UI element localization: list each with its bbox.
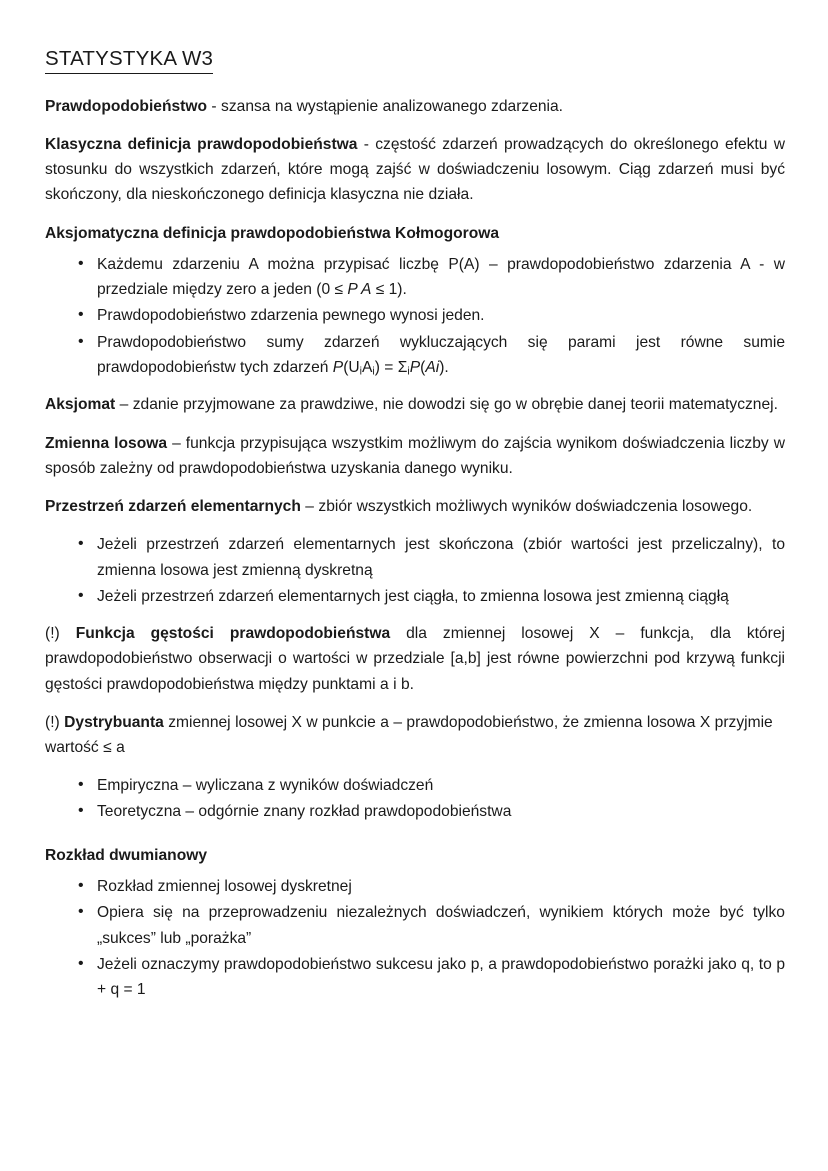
heading-rozklad-dwumianowy: Rozkład dwumianowy bbox=[45, 846, 208, 864]
definition-zmienna-losowa bbox=[45, 431, 785, 482]
heading-aksjomatyczna-definicja: Aksjomatyczna definicja prawdopodobieństwa Kołmogorowa bbox=[45, 224, 500, 242]
axiom-3-formula bbox=[333, 359, 449, 376]
page-title: STATYSTYKA W3 bbox=[45, 46, 213, 74]
definition-dystrybuanta-text: zmiennej losowej X w punkcie a – prawdopodobieństwo, że zmienna losowa X przyjmie wartość ≤ a bbox=[45, 713, 773, 757]
axiom-1-text-b: ≤ 1). bbox=[371, 281, 407, 299]
list-item bbox=[45, 874, 785, 899]
attention-marker: (!) bbox=[45, 625, 76, 643]
term-zmienna-losowa: Zmienna losowa bbox=[45, 434, 168, 452]
term-aksjomat: Aksjomat bbox=[45, 396, 116, 414]
przestrzen-bullet-2: Jeżeli przestrzeń zdarzeń elementarnych jest ciągła, to zmienna losowa jest zmienną ciągłą bbox=[97, 587, 729, 605]
list-item bbox=[45, 952, 785, 1003]
term-klasyczna-definicja: Klasyczna definicja prawdopodobieństwa bbox=[45, 135, 358, 153]
rozklad-bullets-list bbox=[45, 874, 785, 1002]
definition-aksjomat-text: – zdanie przyjmowane za prawdziwe, nie dowodzi się go w obrębie danej teorii matematycznej. bbox=[115, 396, 778, 414]
rozklad-bullet-1: Rozkład zmiennej losowej dyskretnej bbox=[97, 878, 352, 896]
section-spacer bbox=[45, 836, 785, 843]
axioms-list bbox=[45, 252, 785, 381]
definition-przestrzen-zdarzen-text: – zbiór wszystkich możliwych wyników doświadczenia losowego. bbox=[300, 498, 753, 516]
definition-zmienna-losowa-text: – funkcja przypisująca wszystkim możliwym do zajścia wynikom doświadczenia liczby w sposób zależny od prawdopodobieństwa uzyskania danego wyniku. bbox=[45, 434, 785, 477]
term-prawdopodobienstwo: Prawdopodobieństwo bbox=[45, 97, 207, 115]
dystrybuanta-bullet-2: Teoretyczna – odgórnie znany rozkład prawdopodobieństwa bbox=[97, 802, 512, 820]
formula-open-paren: ( bbox=[420, 358, 426, 376]
formula-sub-i-3: i bbox=[407, 365, 410, 378]
formula-sub-i-1: i bbox=[359, 365, 363, 378]
dystrybuanta-bullet-1: Empiryczna – wyliczana z wyników doświadczeń bbox=[97, 777, 434, 795]
definition-prawdopodobienstwo-text: - szansa na wystąpienie analizowanego zdarzenia. bbox=[207, 97, 564, 115]
term-funkcja-gestosci: Funkcja gęstości prawdopodobieństwa bbox=[75, 625, 391, 643]
list-item bbox=[45, 584, 785, 609]
formula-close-sigma: ) = Σ bbox=[374, 358, 408, 376]
list-item bbox=[45, 532, 785, 583]
term-dystrybuanta: Dystrybuanta bbox=[64, 713, 164, 731]
formula-sub-i-2: i bbox=[372, 365, 375, 378]
definition-aksjomat bbox=[45, 392, 785, 417]
przestrzen-bullet-1: Jeżeli przestrzeń zdarzeń elementarnych jest skończona (zbiór wartości jest przeliczalny), to zmienna losowa jest zmienną dyskretną bbox=[97, 536, 785, 579]
definition-klasyczna bbox=[45, 132, 785, 208]
rozklad-bullet-2: Opiera się na przeprowadzeniu niezależnych doświadczeń, wynikiem których może być tylko „sukces” lub „porażka” bbox=[97, 904, 785, 947]
attention-marker: (!) bbox=[45, 713, 65, 731]
list-item bbox=[45, 252, 785, 303]
formula-a: A bbox=[362, 358, 373, 376]
axiom-2-text: Prawdopodobieństwo zdarzenia pewnego wynosi jeden. bbox=[97, 307, 485, 325]
axiom-1-math-pa: P A bbox=[347, 281, 372, 299]
formula-ai: Ai bbox=[425, 358, 440, 376]
rozklad-bullet-3: Jeżeli oznaczymy prawdopodobieństwo sukcesu jako p, a prawdopodobieństwo porażki jako q, to p + q = 1 bbox=[97, 955, 785, 999]
term-przestrzen-zdarzen: Przestrzeń zdarzeń elementarnych bbox=[45, 498, 301, 516]
list-item bbox=[45, 330, 785, 381]
definition-klasyczna-text: - częstość zdarzeń prowadzących do określonego efektu w stosunku do wszystkich zdarzeń, które mogą zajść w doświadczeniu losowym. Ciąg zdarzeń musi być skończony, dla nieskończonego definicja klasyczna nie działa. bbox=[45, 135, 785, 204]
formula-end: ). bbox=[439, 358, 449, 376]
formula-p-1: P bbox=[332, 358, 344, 376]
przestrzen-bullets-list bbox=[45, 532, 785, 609]
formula-p-2: P bbox=[409, 358, 421, 376]
list-item bbox=[45, 900, 785, 951]
definition-dystrybuanta bbox=[45, 710, 785, 761]
definition-funkcja-gestosci-text: dla zmiennej losowej X – funkcja, dla której prawdopodobieństwo obserwacji o wartości w przedziale [a,b] jest równe powierzchni pod krzywą funkcji gęstości prawdopodobieństwa między punktami a i b. bbox=[45, 625, 785, 693]
list-item bbox=[45, 303, 785, 328]
definition-funkcja-gestosci bbox=[45, 621, 785, 697]
list-item bbox=[45, 799, 785, 824]
definition-przestrzen-zdarzen bbox=[45, 494, 785, 519]
page-title-wrapper bbox=[45, 46, 785, 94]
definition-prawdopodobienstwo bbox=[45, 94, 785, 119]
dystrybuanta-bullets-list bbox=[45, 773, 785, 824]
formula-open-union: (U bbox=[343, 358, 360, 376]
axiom-1-text-a: Każdemu zdarzeniu A można przypisać liczbę P(A) – prawdopodobieństwo zdarzenia A - w przedziale między zero a jeden (0 ≤ bbox=[97, 255, 785, 299]
list-item bbox=[45, 773, 785, 798]
axiom-3-text: Prawdopodobieństwo sumy zdarzeń wykluczających się parami jest równe sumie prawdopodobieństw tych zdarzeń bbox=[97, 333, 785, 376]
